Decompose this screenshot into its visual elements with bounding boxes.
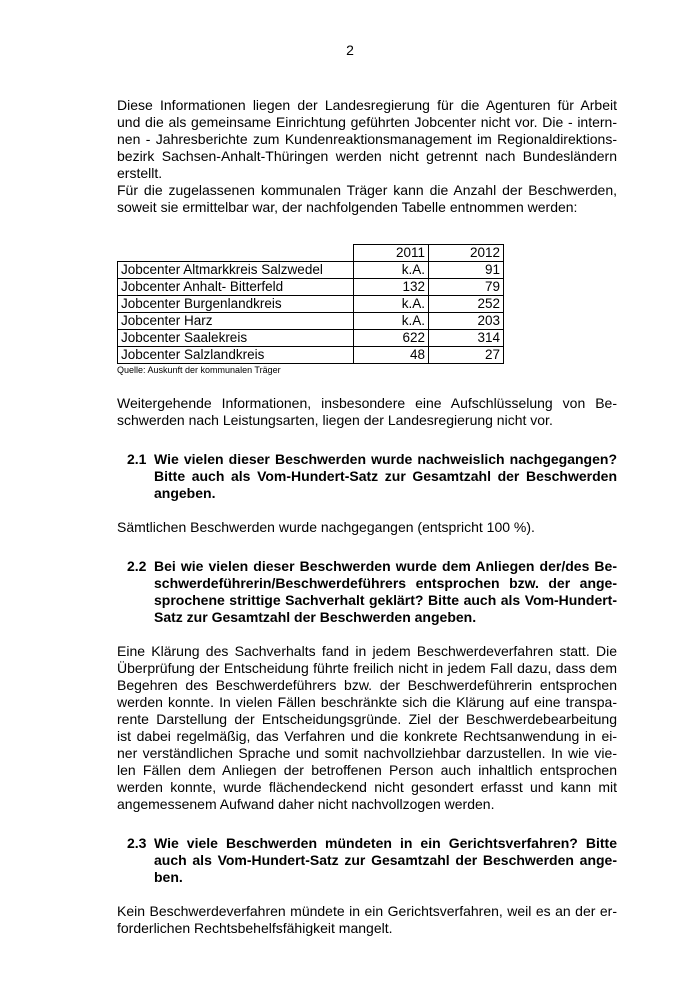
table-cell-2011: k.A. [354, 313, 429, 330]
table-cell-2011: 622 [354, 330, 429, 347]
question-2-1 [127, 451, 617, 502]
question-line: angeben. [154, 485, 216, 501]
answer-line: angemessenem Aufwand daher nicht nachvollzogen werden. [117, 796, 495, 812]
answer-2-3 [117, 903, 617, 937]
answer-line: ist dabei regelmäßig, das Verfahren und die konkrete Rechtsanwendung in ei- [117, 728, 617, 744]
table-header-row [118, 245, 504, 262]
question-line: Satz zur Gesamtzahl der Beschwerden angeben. [154, 609, 477, 625]
question-line: Wie vielen dieser Beschwerden wurde nachweislich nachgegangen? [154, 451, 617, 467]
table-row [118, 347, 504, 364]
table-source-note: Quelle: Auskunft der kommunalen Träger [117, 365, 281, 375]
table-cell-label: Jobcenter Anhalt- Bitterfeld [118, 279, 354, 296]
table-header-2012: 2012 [429, 245, 504, 262]
question-2-2 [127, 558, 617, 626]
table-header-2011: 2011 [354, 245, 429, 262]
question-number: 2.2 [127, 558, 147, 574]
further-info-line: schwerden nach Leistungsarten, liegen der Landesregierung nicht vor. [117, 412, 553, 428]
intro-line: bezirk Sachsen-Anhalt-Thüringen werden nicht getrennt nach Bundesländern [117, 148, 617, 164]
question-number: 2.1 [127, 451, 147, 467]
table-cell-2012: 27 [429, 347, 504, 364]
answer-line: forderlichen Rechtsbehelfsfähigkeit mangelt. [117, 920, 393, 936]
answer-line: Begehren des Beschwerdeführers bzw. der Beschwerdeführerin entsprochen [117, 677, 617, 693]
table-cell-label: Jobcenter Salzlandkreis [118, 347, 354, 364]
answer-2-1: Sämtlichen Beschwerden wurde nachgegangen (entspricht 100 %). [117, 519, 535, 535]
intro-line: und die als gemeinsame Einrichtung geführten Jobcenter nicht vor. Die - intern- [117, 114, 617, 130]
table-cell-2011: k.A. [354, 262, 429, 279]
table-lead-line: soweit sie ermittelbar war, der nachfolgenden Tabelle entnommen werden: [117, 199, 578, 215]
intro-line: erstellt. [117, 165, 163, 181]
table-row [118, 330, 504, 347]
question-number: 2.3 [127, 835, 147, 851]
complaints-table [117, 244, 504, 364]
question-text [154, 451, 617, 502]
intro-line: nen - Jahresberichte zum Kundenreaktionsmanagement im Regionaldirektions- [117, 131, 617, 147]
table-cell-2011: 48 [354, 347, 429, 364]
table-cell-2012: 252 [429, 296, 504, 313]
table-cell-label: Jobcenter Burgenlandkreis [118, 296, 354, 313]
question-line: Bitte auch als Vom-Hundert-Satz zur Gesamtzahl der Beschwerden [154, 468, 617, 484]
table-row [118, 262, 504, 279]
question-line: Wie viele Beschwerden mündeten in ein Gerichtsverfahren? Bitte [154, 835, 617, 851]
table-header-empty [118, 245, 354, 262]
table-lead-line: Für die zugelassenen kommunalen Träger kann die Anzahl der Beschwerden, [117, 182, 617, 198]
table-cell-2012: 203 [429, 313, 504, 330]
answer-line: werden konnte, wurde flächendeckend nicht gesondert erfasst und kann mit [117, 779, 617, 795]
answer-line: Überprüfung der Entscheidung führte freilich nicht in jedem Fall dazu, dass dem [117, 660, 617, 676]
page-number: 2 [346, 42, 354, 58]
question-2-3 [127, 835, 617, 886]
table-cell-2012: 91 [429, 262, 504, 279]
table-cell-2012: 314 [429, 330, 504, 347]
question-line: Bei wie vielen dieser Beschwerden wurde dem Anliegen der/des Be- [154, 558, 617, 574]
answer-2-2 [117, 643, 617, 813]
table-cell-label: Jobcenter Altmarkkreis Salzwedel [118, 262, 354, 279]
answer-line: Eine Klärung des Sachverhalts fand in jedem Beschwerdeverfahren statt. Die [117, 643, 617, 659]
table-cell-2012: 79 [429, 279, 504, 296]
question-line: sprochene strittige Sachverhalt geklärt? Bitte auch als Vom-Hundert- [154, 592, 617, 608]
answer-line: rente Darstellung der Entscheidungsgründe. Ziel der Beschwerdebearbeitung [117, 711, 617, 727]
answer-line: Kein Beschwerdeverfahren mündete in ein Gerichtsverfahren, weil es an der er- [117, 903, 617, 919]
intro-line: Diese Informationen liegen der Landesregierung für die Agenturen für Arbeit [117, 97, 617, 113]
answer-line: werden konnte. In vielen Fällen beschränkte sich die Klärung auf eine transpa- [117, 694, 617, 710]
question-text [154, 558, 617, 626]
table-row [118, 279, 504, 296]
table-cell-label: Jobcenter Saalekreis [118, 330, 354, 347]
table-cell-2011: 132 [354, 279, 429, 296]
document-body [117, 97, 617, 937]
question-line: schwerdeführerin/Beschwerdeführers entsprochen bzw. der ange- [154, 575, 617, 591]
answer-line: len Fällen dem Anliegen der betroffenen Person auch inhaltlich entsprochen [117, 762, 617, 778]
question-line: auch als Vom-Hundert-Satz zur Gesamtzahl der Beschwerden ange- [154, 852, 617, 868]
table-cell-2011: k.A. [354, 296, 429, 313]
further-info-line: Weitergehende Informationen, insbesondere eine Aufschlüsselung von Be- [117, 395, 617, 411]
further-info-paragraph [117, 395, 617, 429]
table-row [118, 313, 504, 330]
question-line: ben. [154, 869, 183, 885]
intro-paragraph [117, 97, 617, 216]
table-row [118, 296, 504, 313]
answer-line: ner verständlichen Sprache und somit nachvollziehbar darzustellen. In wie vie- [117, 745, 617, 761]
question-text [154, 835, 617, 886]
table-cell-label: Jobcenter Harz [118, 313, 354, 330]
